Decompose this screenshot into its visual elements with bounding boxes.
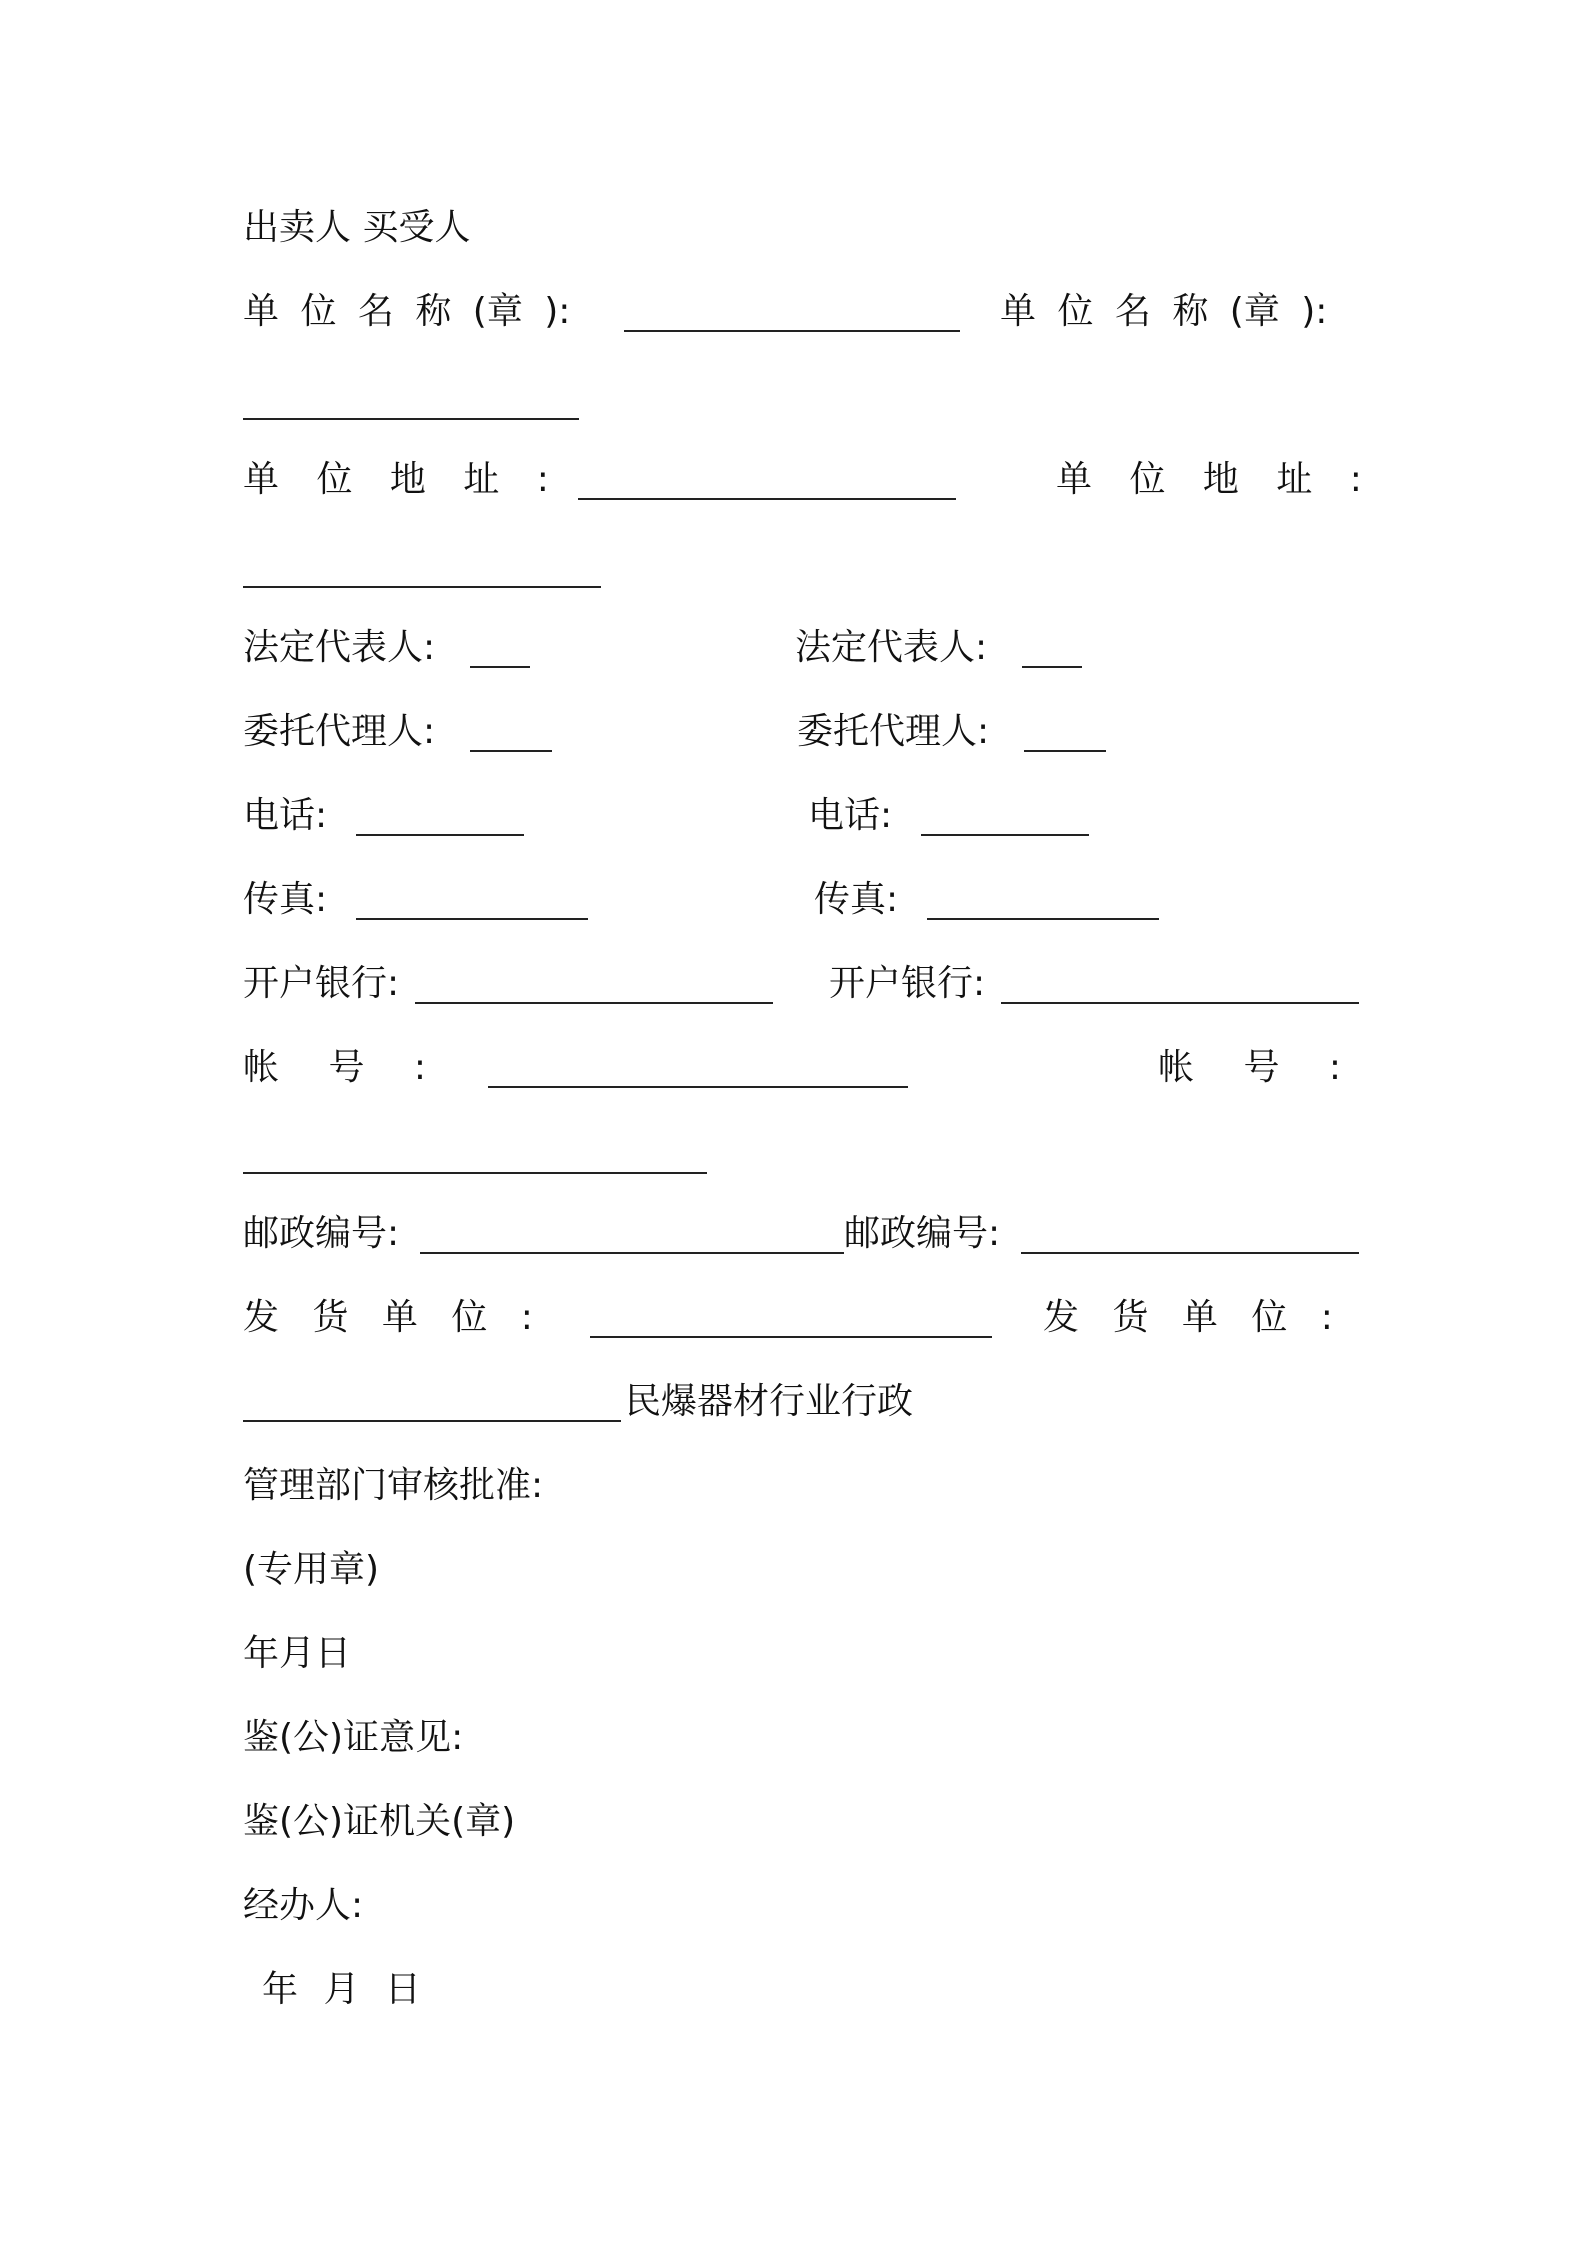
buyer-legal-rep-blank[interactable]: [1022, 666, 1082, 668]
notary-opinion-label: 鉴(公)证意见:: [243, 1717, 464, 1758]
seller-unit-address-label: 单 位 地 址 :: [243, 459, 549, 500]
seller-unit-address-blank[interactable]: [578, 498, 956, 500]
buyer-unit-address-blank[interactable]: [243, 586, 601, 588]
notary-office-label: 鉴(公)证机关(章): [243, 1801, 516, 1842]
buyer-postcode-blank[interactable]: [1021, 1252, 1359, 1254]
buyer-legal-rep-label: 法定代表人:: [795, 627, 988, 668]
buyer-account-blank[interactable]: [243, 1172, 707, 1174]
seller-legal-rep-label: 法定代表人:: [243, 627, 436, 668]
buyer-shipper-label: 发 货 单 位 :: [1043, 1297, 1333, 1338]
seller-shipper-label: 发 货 单 位 :: [243, 1297, 533, 1338]
seller-unit-name-label: 单 位 名 称 (章 ):: [243, 291, 571, 332]
seller-fax-label: 传真:: [243, 879, 328, 920]
admin-department-text: 民爆器材行业行政: [625, 1381, 914, 1422]
seller-agent-blank[interactable]: [470, 750, 552, 752]
buyer-shipper-blank[interactable]: [243, 1420, 621, 1422]
buyer-bank-blank[interactable]: [1001, 1002, 1359, 1004]
parties-heading: 出卖人 买受人: [243, 207, 471, 248]
seller-fax-blank[interactable]: [356, 918, 588, 920]
buyer-fax-blank[interactable]: [927, 918, 1159, 920]
buyer-bank-label: 开户银行:: [829, 963, 986, 1004]
buyer-agent-label: 委托代理人:: [797, 711, 990, 752]
buyer-unit-name-blank[interactable]: [243, 418, 579, 420]
buyer-postcode-label: 邮政编号:: [844, 1213, 1001, 1254]
buyer-agent-blank[interactable]: [1024, 750, 1106, 752]
seller-postcode-blank[interactable]: [420, 1252, 844, 1254]
seller-phone-label: 电话:: [243, 795, 328, 836]
handler-label: 经办人:: [243, 1885, 364, 1926]
approval-date-label: 年月日: [243, 1633, 352, 1674]
special-seal-label: (专用章): [243, 1549, 380, 1590]
seller-account-label: 帐 号 :: [243, 1047, 427, 1088]
buyer-fax-label: 传真:: [814, 879, 899, 920]
buyer-phone-blank[interactable]: [921, 834, 1089, 836]
seller-unit-name-blank[interactable]: [624, 330, 960, 332]
seller-bank-label: 开户银行:: [243, 963, 400, 1004]
seller-shipper-blank[interactable]: [590, 1336, 992, 1338]
seller-postcode-label: 邮政编号:: [243, 1213, 400, 1254]
seller-phone-blank[interactable]: [356, 834, 524, 836]
buyer-phone-label: 电话:: [808, 795, 893, 836]
buyer-account-label: 帐 号 :: [1158, 1047, 1342, 1088]
notary-date-label: 年 月 日: [262, 1969, 421, 2010]
seller-account-blank[interactable]: [488, 1086, 908, 1088]
seller-bank-blank[interactable]: [415, 1002, 773, 1004]
seller-agent-label: 委托代理人:: [243, 711, 436, 752]
seller-legal-rep-blank[interactable]: [470, 666, 530, 668]
buyer-unit-address-label: 单 位 地 址 :: [1056, 459, 1362, 500]
approval-label: 管理部门审核批准:: [243, 1465, 544, 1506]
buyer-unit-name-label: 单 位 名 称 (章 ):: [1000, 291, 1328, 332]
